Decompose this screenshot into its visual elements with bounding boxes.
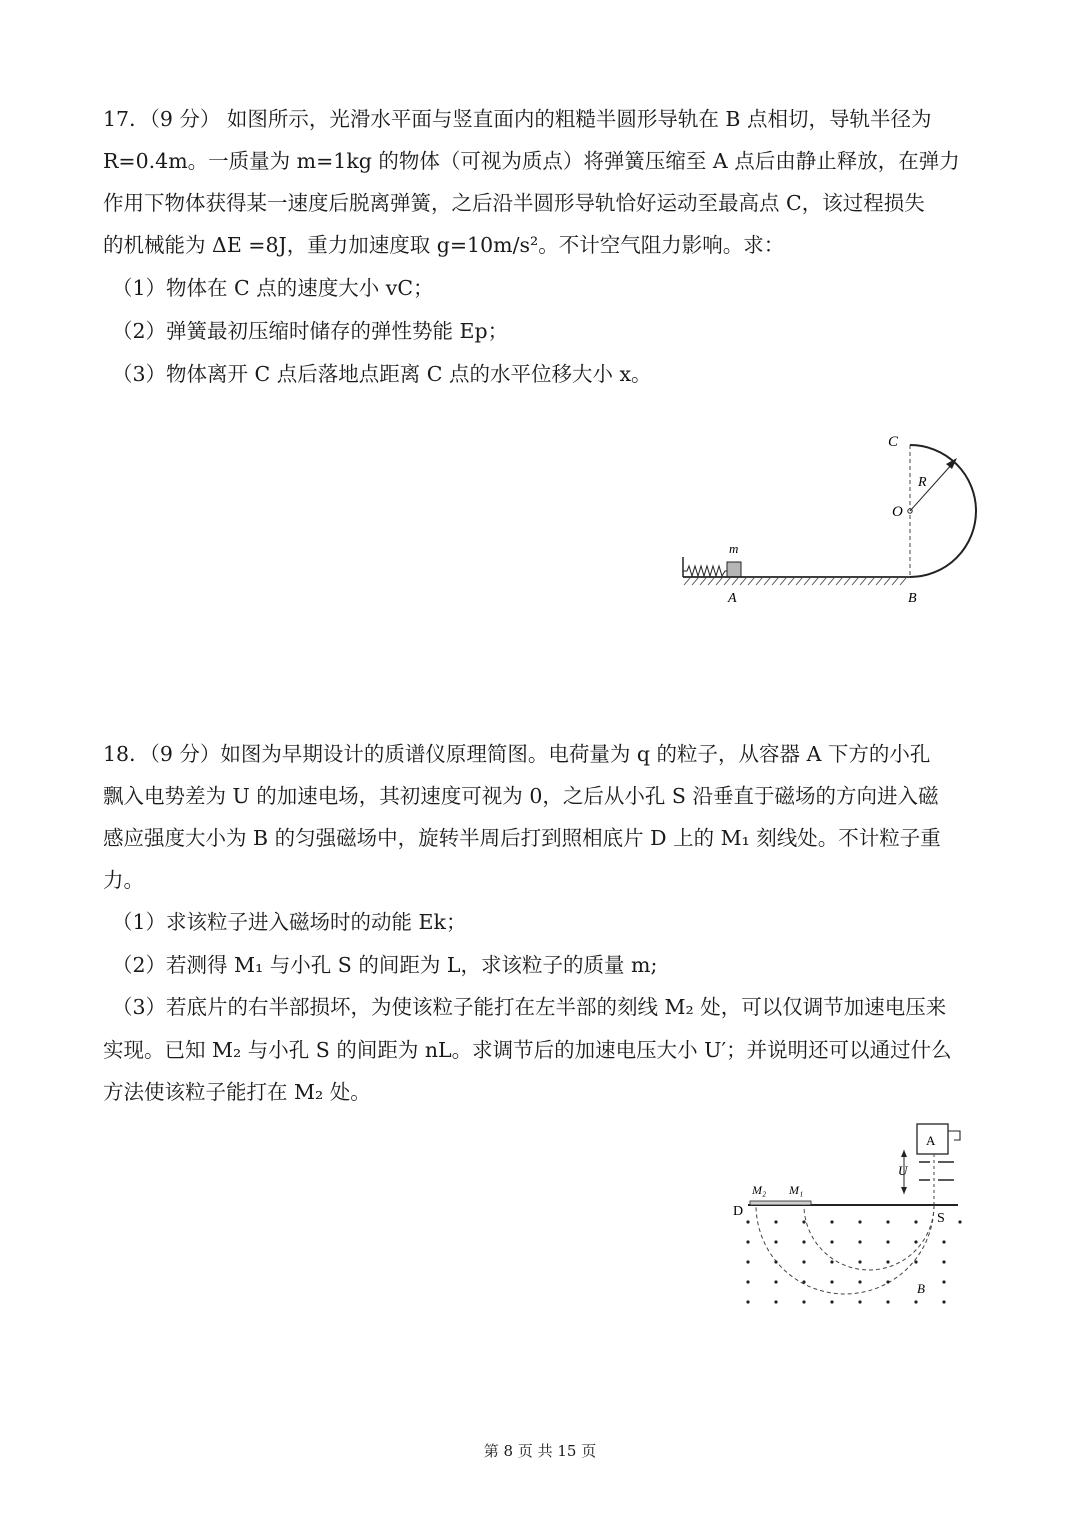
label-R: R: [918, 475, 927, 490]
q17-question-2: （2）弹簧最初压缩时储存的弹性势能 Ep；: [112, 319, 509, 343]
q18-line-6: 方法使该粒子能打在 M₂ 处。: [103, 1080, 371, 1104]
label-B: B: [908, 591, 917, 606]
label-m: m: [729, 541, 739, 556]
q17-figure: [670, 425, 1000, 615]
label-M1: M₁: [789, 1183, 804, 1197]
label-field-B: B: [917, 1281, 925, 1296]
semicircle-track: [910, 445, 976, 577]
q17-question-1: （1）物体在 C 点的速度大小 vC；: [112, 276, 434, 300]
q18-question-1: （1）求该粒子进入磁场时的动能 Ek；: [112, 910, 467, 934]
label-A: A: [728, 591, 737, 606]
label-C: C: [888, 434, 899, 450]
block-m: [727, 562, 741, 577]
trajectory-M2: [756, 1205, 934, 1294]
q17-line-2: R=0.4m。一质量为 m=1kg 的物体（可视为质点）将弹簧压缩至 A 点后由静止释放，在弹力: [103, 149, 960, 173]
voltage-arrow-up: [901, 1150, 907, 1157]
label-O: O: [892, 504, 903, 520]
label-container-A: A: [926, 1133, 936, 1148]
q18-line-5: 实现。已知 M₂ 与小孔 S 的间距为 nL。求调节后的加速电压大小 U′；并说明还可以通过什么: [103, 1038, 952, 1062]
label-S: S: [937, 1211, 945, 1226]
spring: [683, 566, 727, 576]
q17-line-3: 作用下物体获得某一速度后脱离弹簧，之后沿半圆形导轨恰好运动至最高点 C，该过程损失: [103, 191, 925, 215]
q18-line-4: 力。: [103, 868, 144, 892]
q18-line-2: 飘入电势差为 U 的加速电场，其初速度可视为 0，之后从小孔 S 沿垂直于磁场的方向进入磁: [103, 784, 939, 808]
container-inlet: [948, 1131, 960, 1140]
label-D: D: [733, 1204, 744, 1219]
q18-question-2: （2）若测得 M₁ 与小孔 S 的间距为 L，求该粒子的质量 m;: [112, 953, 658, 977]
ground-hatching: [684, 578, 906, 585]
q18-question-3: （3）若底片的右半部损坏，为使该粒子能打在左半部的刻线 M₂ 处，可以仅调节加速电压来: [112, 995, 947, 1019]
label-U: U: [898, 1163, 908, 1178]
q18-line-1: 18．（9 分）如图为早期设计的质谱仪原理简图。电荷量为 q 的粒子，从容器 A 下方的小孔: [103, 742, 931, 766]
q18-figure: [725, 1118, 995, 1313]
q18-line-3: 感应强度大小为 B 的匀强磁场中，旋转半周后打到照相底片 D 上的 M₁ 刻线处。不计粒子重: [103, 826, 941, 850]
label-M2: M₂: [752, 1183, 767, 1197]
photo-plate-D: [750, 1201, 811, 1205]
radius-line: [910, 463, 953, 511]
voltage-arrow-down: [901, 1187, 907, 1194]
q17-line-4: 的机械能为 ΔE =8J，重力加速度取 g=10m/s²。不计空气阻力影响。求：: [103, 233, 785, 257]
q17-question-3: （3）物体离开 C 点后落地点距离 C 点的水平位移大小 x。: [112, 362, 652, 386]
page-footer: 第 8 页 共 15 页: [483, 1442, 597, 1460]
q17-line-1: 17．（9 分） 如图所示，光滑水平面与竖直面内的粗糙半圆形导轨在 B 点相切，导轨半径为: [103, 107, 932, 131]
